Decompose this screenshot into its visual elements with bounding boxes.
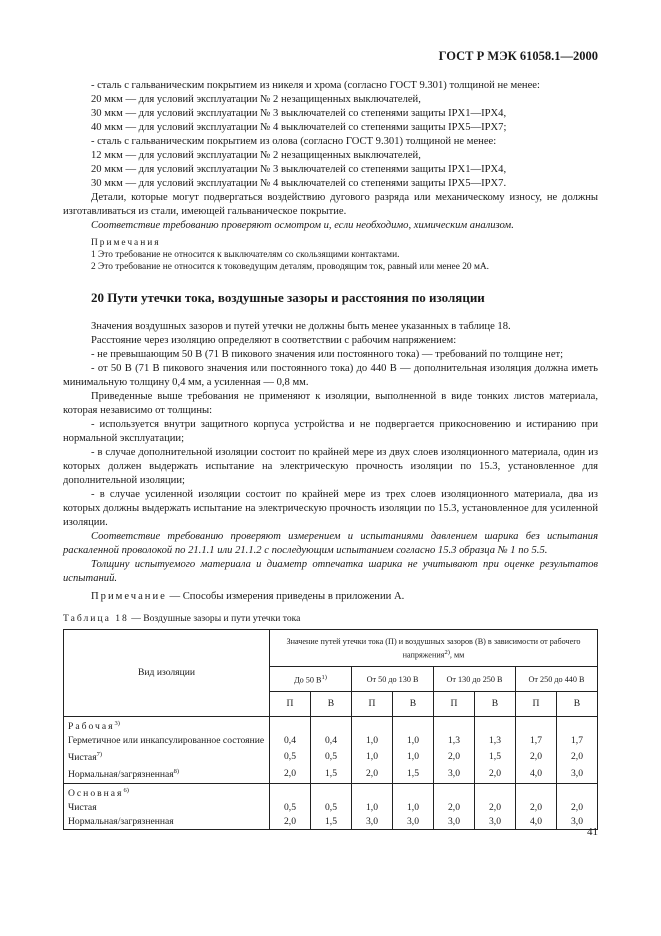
table-cell: 2,0 <box>557 801 598 815</box>
footnote-ref: 8) <box>173 768 180 776</box>
table-cell: 1,7 <box>516 734 557 748</box>
text-paragraph: - сталь с гальваническим покрытием из никеля и хрома (согласно ГОСТ 9.301) толщиной не менее: <box>91 80 540 91</box>
group-name: Основная <box>68 787 124 799</box>
table-cell: 0,4 <box>270 734 311 748</box>
voltage-range-header <box>270 667 352 692</box>
table-cell: 2,0 <box>352 765 393 783</box>
voltage-range-label: До 50 В <box>294 675 322 685</box>
note-text: — Способы измерения приведены в приложении А. <box>166 591 405 602</box>
table-cell: 0,5 <box>270 801 311 815</box>
row-label-text: Чистая <box>68 752 97 764</box>
table-cell: 1,0 <box>352 748 393 765</box>
note-item: 2 Это требование не относится к токоведущим деталям, проводящим ток, равный или менее 20 мА. <box>91 262 489 272</box>
table-caption-text: — Воздушные зазоры и пути утечки тока <box>128 613 301 624</box>
voltage-range-header <box>516 667 598 692</box>
text-paragraph: Детали, которые могут подвергаться воздействию дугового разряда или механическому износу, не должны изготавливаться из стали, имеющей гальваническое покрытие. <box>63 192 598 217</box>
table-cell: 1,5 <box>311 765 352 783</box>
table-cell: 4,0 <box>516 765 557 783</box>
table-cell: 1,5 <box>393 765 434 783</box>
table-row <box>64 734 598 748</box>
text-paragraph: - не превышающим 50 В (71 В пикового значения или постоянного тока) — требований по толщине нет; <box>91 349 564 360</box>
table-cell: 2,0 <box>516 801 557 815</box>
table-cell: 4,0 <box>516 815 557 830</box>
table-row <box>64 815 598 830</box>
column-header-insulation-type: Вид изоляции <box>64 630 270 717</box>
table-row <box>64 801 598 815</box>
table-row <box>64 748 598 765</box>
table-caption-label: Таблица 18 <box>63 613 129 624</box>
text-paragraph: 40 мкм — для условий эксплуатации № 4 выключателей со степенями защиты IPX5—IPX7; <box>91 122 507 133</box>
span-header-text: Значение путей утечки тока (П) и воздушных зазоров (В) в зависимости от рабочего напряжения <box>286 636 581 660</box>
footnote-ref: 7) <box>96 751 103 759</box>
sub-header: П <box>352 692 393 717</box>
table-cell: 2,0 <box>270 815 311 830</box>
text-paragraph: - от 50 В (71 В пикового значения или постоянного тока) до 440 В — дополнительная изоляция должна иметь минимальную толщину 0,4 мм, а усиленная — 0,8 мм. <box>63 363 598 388</box>
sub-header: В <box>475 692 516 717</box>
footnote-ref: 3) <box>114 720 120 727</box>
voltage-range-header <box>352 667 434 692</box>
text-paragraph: Значения воздушных зазоров и путей утечки не должны быть менее указанных в таблице 18. <box>91 321 511 332</box>
table-cell: 2,0 <box>434 801 475 815</box>
page-number: 41 <box>587 826 598 838</box>
sub-header: В <box>393 692 434 717</box>
group-label <box>64 783 270 801</box>
text-paragraph: - в случае усиленной изоляции состоит по крайней мере из трех слоев изоляционного материала, два из которых должны выдержать испытание на электрическую прочность изоляции по 15.3, установленное для усиленной изоляции. <box>63 489 598 528</box>
table-cell: 1,0 <box>352 734 393 748</box>
sub-header: В <box>311 692 352 717</box>
table-cell: 3,0 <box>557 765 598 783</box>
group-name: Рабочая <box>68 721 115 733</box>
text-paragraph: - используется внутри защитного корпуса устройства и не подвергается прикосновению и истиранию при нормальной эксплуатации; <box>63 419 598 444</box>
table-cell: 1,3 <box>434 734 475 748</box>
table-cell: 3,0 <box>393 815 434 830</box>
note-item: 1 Это требование не относится к выключателям со скользящими контактами. <box>91 250 400 260</box>
text-paragraph: 12 мкм — для условий эксплуатации № 2 незащищенных выключателей, <box>91 150 421 161</box>
compliance-statement: Соответствие требованию проверяют осмотром и, если необходимо, химическим анализом. <box>91 220 514 231</box>
table-cell: 2,0 <box>475 801 516 815</box>
row-label <box>64 748 270 765</box>
table-group-row <box>64 717 598 735</box>
footnote-ref: 6) <box>123 786 129 794</box>
voltage-range-header <box>434 667 516 692</box>
text-paragraph: 30 мкм — для условий эксплуатации № 4 выключателей со степенями защиты IPX5—IPX7. <box>91 178 507 189</box>
table-cell: 2,0 <box>516 748 557 765</box>
text-paragraph: - в случае дополнительной изоляции состоит по крайней мере из двух слоев изоляционного материала, один из которых должен выдержать испытание на электрическую прочность изоляции по 15.3, установленное для дополнительной изоляции; <box>63 447 598 486</box>
row-label: Нормальная/загрязненная <box>64 815 270 830</box>
document-header: ГОСТ Р МЭК 61058.1—2000 <box>438 49 598 63</box>
table-cell: 1,7 <box>557 734 598 748</box>
table-cell: 0,4 <box>311 734 352 748</box>
table-cell: 1,5 <box>311 815 352 830</box>
compliance-statement: Толщину испытуемого материала и диаметр отпечатка шарика не учитывают при оценке результатов испытаний. <box>63 559 598 584</box>
note <box>63 590 598 604</box>
group-label <box>64 717 270 735</box>
sub-header: В <box>557 692 598 717</box>
table-cell: 2,0 <box>557 748 598 765</box>
row-label: Герметичное или инкапсулированное состояние <box>64 734 270 748</box>
sub-header: П <box>270 692 311 717</box>
notes-title: Примечания <box>91 238 161 248</box>
document-body <box>63 79 598 830</box>
footnote-ref: 2) <box>444 648 450 656</box>
table-cell: 2,0 <box>270 765 311 783</box>
table-cell: 1,0 <box>393 801 434 815</box>
table-cell: 1,0 <box>393 734 434 748</box>
table-cell: 3,0 <box>434 815 475 830</box>
row-label: Чистая <box>64 801 270 815</box>
table-cell: 0,5 <box>270 748 311 765</box>
note-label: Примечание <box>91 591 167 602</box>
table-cell: 1,0 <box>352 801 393 815</box>
clearance-table <box>63 629 598 830</box>
table-cell: 1,5 <box>475 748 516 765</box>
text-paragraph: - сталь с гальваническим покрытием из олова (согласно ГОСТ 9.301) толщиной не менее: <box>91 136 497 147</box>
sub-header: П <box>434 692 475 717</box>
table-cell: 3,0 <box>475 815 516 830</box>
text-paragraph: 20 мкм — для условий эксплуатации № 3 выключателей со степенями защиты IPX1—IPX4, <box>91 164 507 175</box>
voltage-range-label: От 250 до 440 В <box>528 674 585 684</box>
voltage-range-label: От 50 до 130 В <box>366 674 419 684</box>
compliance-statement: Соответствие требованию проверяют измерением и испытаниями давлением шарика без испытания раскаленной проволокой по 21.1.1 или 21.1.2 с последующим испытанием согласно 15.3 образца № 1 по 5.5. <box>63 531 598 556</box>
table-cell: 0,5 <box>311 748 352 765</box>
table-cell: 3,0 <box>352 815 393 830</box>
text-paragraph: 20 мкм — для условий эксплуатации № 2 незащищенных выключателей, <box>91 94 421 105</box>
table-cell: 2,0 <box>434 748 475 765</box>
section-heading: 20 Пути утечки тока, воздушные зазоры и расстояния по изоляции <box>91 290 485 305</box>
sub-header: П <box>516 692 557 717</box>
table-cell: 1,0 <box>393 748 434 765</box>
table-cell: 0,5 <box>311 801 352 815</box>
text-paragraph: Приведенные выше требования не применяют к изоляции, выполненной в виде тонких листов материала, которая независимо от толщины: <box>63 391 598 416</box>
voltage-range-label: От 130 до 250 В <box>446 674 503 684</box>
span-header-unit: , мм <box>449 650 465 660</box>
column-header-values <box>270 630 598 667</box>
table-caption <box>63 612 598 626</box>
text-paragraph: 30 мкм — для условий эксплуатации № 3 выключателей со степенями защиты IPX1—IPX4, <box>91 108 507 119</box>
table-cell: 2,0 <box>475 765 516 783</box>
footnote-ref: 1) <box>321 674 327 682</box>
table-cell: 3,0 <box>557 815 598 830</box>
text-paragraph: Расстояние через изоляцию определяют в соответствии с рабочим напряжением: <box>91 335 457 346</box>
table-row <box>64 765 598 783</box>
row-label <box>64 765 270 783</box>
table-group-row <box>64 783 598 801</box>
row-label-text: Нормальная/загрязненная <box>68 769 174 781</box>
table-cell: 1,3 <box>475 734 516 748</box>
table-cell: 3,0 <box>434 765 475 783</box>
